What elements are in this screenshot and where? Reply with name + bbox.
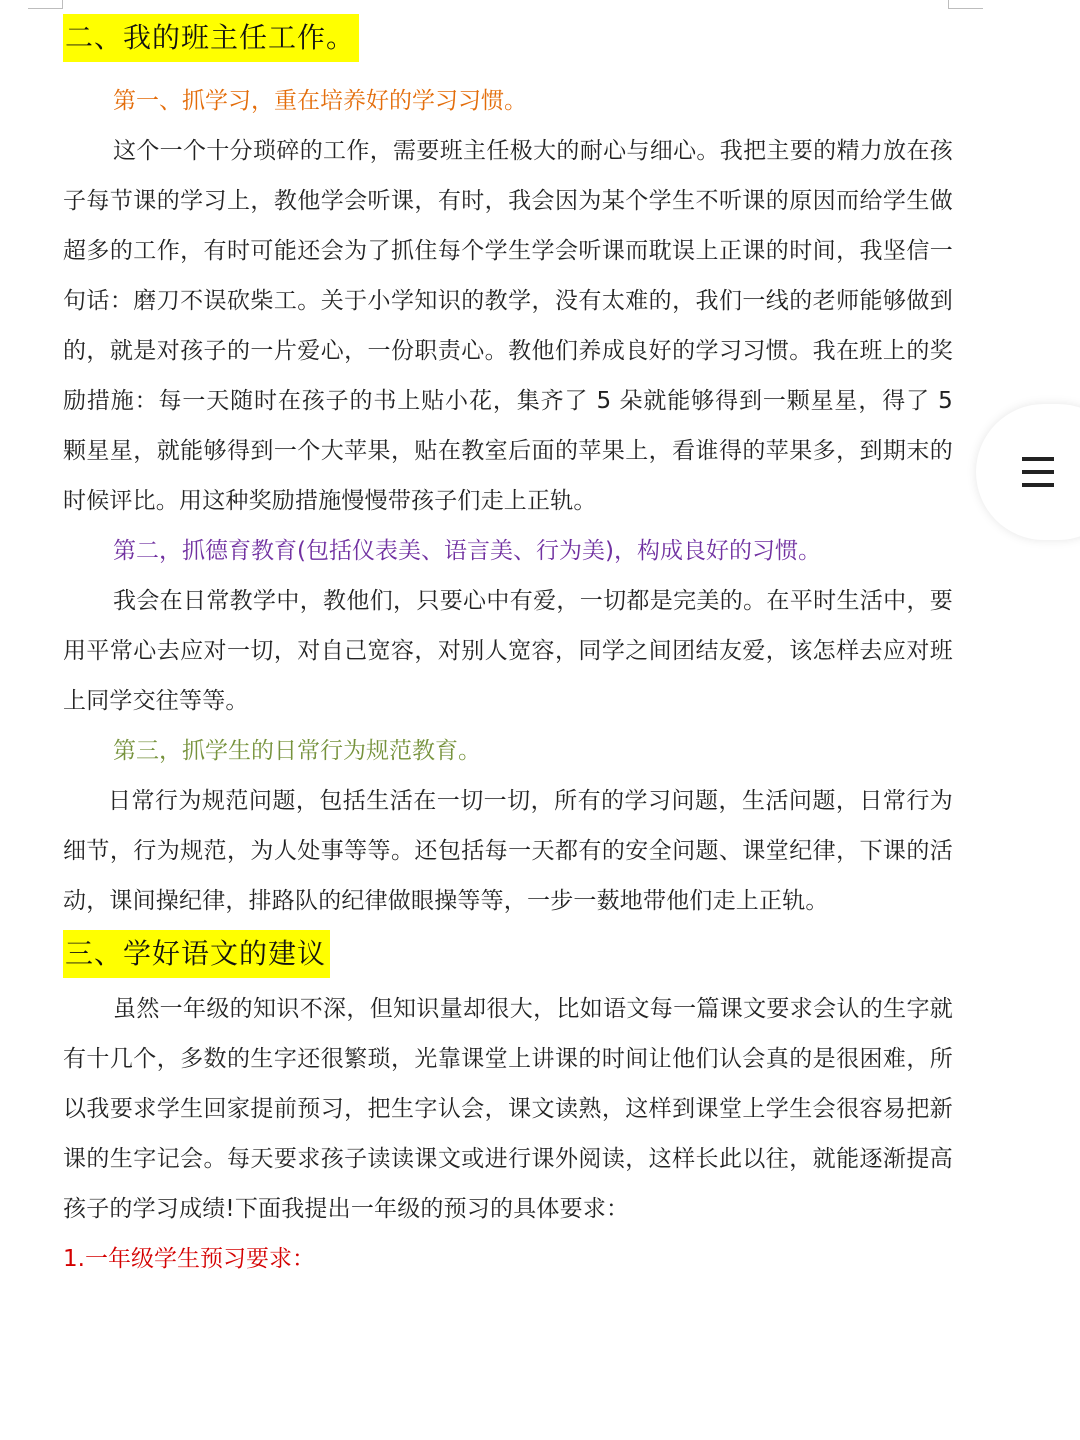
section-heading-3: 三、学好语文的建议 — [63, 930, 330, 978]
subheading-first: 第一、抓学习，重在培养好的学习习惯。 — [113, 88, 527, 114]
document-page — [63, 14, 953, 1284]
subheading-preview-requirements: 1.一年级学生预习要求： — [63, 1246, 315, 1272]
paragraph-behavior-norms: 日常行为规范问题，包括生活在一切一切，所有的学习问题，生活问题，日常行为细节，行为规范，为人处事等等。还包括每一天都有的安全问题、课堂纪律，下课的活动，课间操纪律，排路队的纪律做眼操等等，一步一薮地带他们走上正轨。 — [63, 788, 953, 914]
paragraph-study-habits: 这个一个十分琐碎的工作，需要班主任极大的耐心与细心。我把主要的精力放在孩子每节课的学习上，教他学会听课，有时，我会因为某个学生不听课的原因而给学生做超多的工作，有时可能还会为了抓住每个学生学会听课而耽误上正课的时间，我坚信一句话：磨刀不误砍柴工。关于小学知识的教学，没有太难的，我们一线的老师能够做到的，就是对孩子的一片爱心，一份职责心。教他们养成良好的学习习惯。我在班上的奖励措施：每一天随时在孩子的书上贴小花，集齐了 5 朵就能够得到一颗星星，得了 5 颗星星，就能够得到一个大苹果，贴在教室后面的苹果上，看谁得的苹果多，到期末的时候评比。用这种奖励措施慢慢带孩子们走上正轨。 — [63, 138, 953, 514]
page-corner-mark-left — [28, 0, 63, 9]
paragraph-chinese-advice: 虽然一年级的知识不深，但知识量却很大，比如语文每一篇课文要求会认的生字就有十几个，多数的生字还很繁琐，光靠课堂上讲课的时间让他们认会真的是很困难，所以我要求学生回家提前预习，把生字认会，课文读熟，这样到课堂上学生会很容易把新课的生字记会。每天要求孩子读读课文或进行课外阅读，这样长此以往，就能逐渐提高孩子的学习成绩!下面我提出一年级的预习的具体要求： — [63, 996, 953, 1222]
heading-3-wrapper — [63, 930, 953, 978]
subheading-second: 第二，抓德育教育(包括仪表美、语言美、行为美)，构成良好的习惯。 — [113, 538, 821, 564]
section-heading-2: 二、我的班主任工作。 — [63, 14, 359, 62]
paragraph-moral-education: 我会在日常教学中，教他们，只要心中有爱，一切都是完美的。在平时生活中，要用平常心去应对一切，对自己宽容，对别人宽容，同学之间团结友爱，该怎样去应对班上同学交往等等。 — [63, 588, 953, 714]
page-corner-mark-right — [948, 0, 983, 9]
floating-menu-button[interactable] — [976, 404, 1080, 540]
subheading-third: 第三，抓学生的日常行为规范教育。 — [113, 738, 481, 764]
heading-2-wrapper — [63, 14, 953, 62]
